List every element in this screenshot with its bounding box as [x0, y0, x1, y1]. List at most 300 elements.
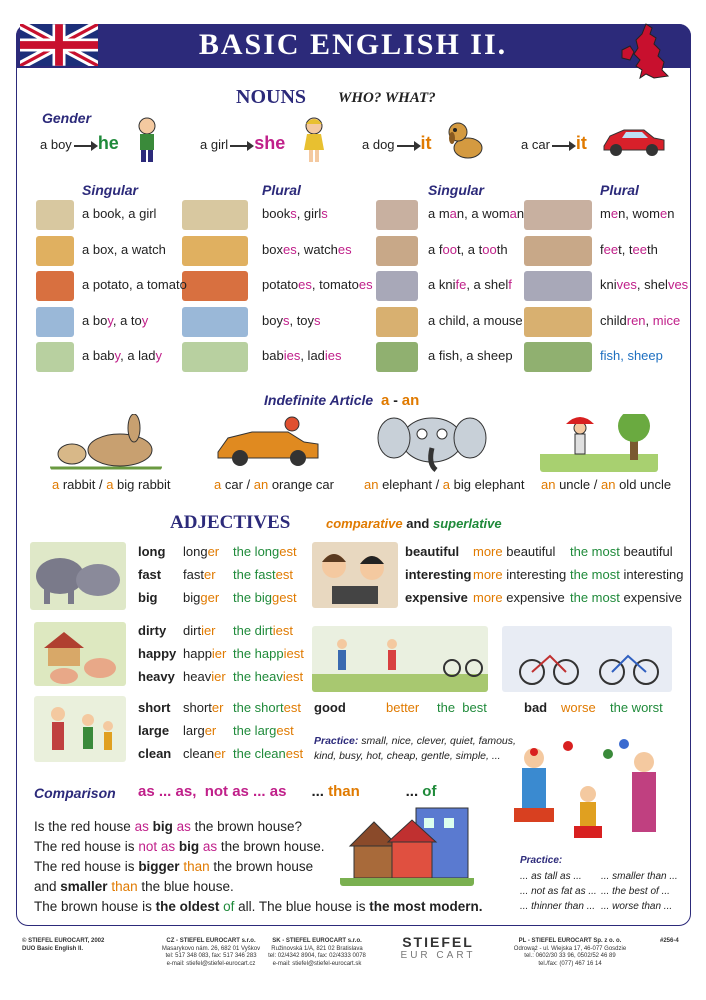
- text-segment: a potato, a tomato: [82, 277, 187, 292]
- adjective-comparative: [183, 723, 216, 738]
- text-segment: a fish, a sheep: [428, 348, 513, 363]
- singular-noun: [428, 206, 524, 221]
- text-segment: es: [282, 241, 297, 257]
- text-segment: ier: [201, 623, 216, 638]
- adjective-comparative: [183, 646, 226, 661]
- elephants-illustration: [30, 542, 126, 610]
- text-segment: s: [290, 206, 297, 221]
- text-segment: interesting: [502, 567, 567, 582]
- adjective-superlative: [233, 590, 297, 605]
- text-segment: potato: [262, 277, 299, 292]
- footer-line: Odrowąż - ul. Wiejska 17, 46-077 Gosdzie: [513, 945, 627, 952]
- segmented-text: [82, 348, 162, 363]
- text-segment: the fast: [233, 567, 276, 582]
- segmented-text: [233, 723, 294, 738]
- text-segment: orange car: [268, 477, 334, 492]
- text-segment: an: [541, 477, 556, 492]
- segmented-text: [233, 746, 303, 761]
- text-segment: interesting: [619, 567, 684, 582]
- text-segment: er: [214, 746, 226, 761]
- footer-copyright: [22, 938, 104, 953]
- orange-car-illustration: [212, 414, 324, 470]
- pattern-of: of: [422, 783, 437, 800]
- text-segment: , tomato: [311, 277, 359, 292]
- singular-noun: [82, 242, 166, 257]
- text-segment: rabbit /: [59, 477, 107, 492]
- segmented-text: [183, 544, 219, 559]
- text-segment: fe: [455, 277, 467, 292]
- text-segment: es: [337, 241, 352, 257]
- adjective-comparative: worse: [561, 700, 596, 715]
- text-segment: old uncle: [615, 477, 672, 492]
- adjective-comparative: [183, 669, 226, 684]
- text-segment: an: [253, 477, 269, 492]
- segmented-text: [233, 544, 297, 559]
- text-segment: est: [279, 544, 297, 559]
- segmented-text: [233, 700, 301, 715]
- text-segment: big rabbit: [113, 477, 171, 492]
- text-segment: oo: [482, 241, 497, 257]
- text-segment: the happ: [233, 646, 284, 661]
- plural-noun: [262, 206, 328, 221]
- text-segment: est: [285, 746, 304, 761]
- singular-picture: [36, 200, 74, 230]
- text-segment: y: [155, 348, 163, 363]
- text-segment: clean: [183, 746, 215, 761]
- text-segment: as: [134, 819, 149, 834]
- text-segment: big: [178, 839, 200, 854]
- article-heading: [264, 392, 419, 409]
- text-segment: ier: [211, 669, 226, 684]
- segmented-text: [600, 348, 663, 363]
- adjective-base: beautiful: [405, 544, 460, 559]
- plural-picture: [524, 307, 592, 337]
- segmented-text: [233, 567, 293, 582]
- article-example: [364, 477, 524, 492]
- article-an: an: [401, 392, 420, 409]
- text-segment: a f: [428, 241, 443, 257]
- text-segment: beautiful: [502, 544, 556, 559]
- plural-noun: [600, 242, 658, 257]
- text-segment: ger: [200, 590, 220, 605]
- practice-item: ... worse than ...: [601, 901, 673, 912]
- segmented-text: [82, 277, 187, 292]
- segmented-text: [541, 477, 671, 492]
- text-segment: ies: [283, 348, 301, 363]
- family-illustration: [34, 696, 126, 762]
- segmented-text: [262, 242, 352, 257]
- plural-picture: [182, 200, 248, 230]
- text-segment: a: [509, 206, 517, 221]
- segmented-text: [600, 206, 674, 221]
- singular-picture: [376, 271, 418, 301]
- text-segment: the most: [570, 567, 620, 582]
- nouns-question: WHO? WHAT?: [338, 90, 436, 106]
- singular-picture: [376, 200, 418, 230]
- plural-noun: [262, 277, 373, 292]
- text-segment: t, a t: [456, 241, 483, 257]
- adjective-base: long: [138, 544, 166, 559]
- text-segment: the most: [570, 590, 620, 605]
- text-segment: and: [34, 879, 61, 894]
- text-segment: child: [600, 312, 627, 328]
- left-singular-header: Singular: [82, 182, 139, 198]
- adjective-comparative: [183, 623, 216, 638]
- footer: [0, 934, 706, 994]
- adjective-base: happy: [138, 646, 177, 661]
- text-segment: er: [203, 567, 216, 582]
- practice-label: Practice:: [314, 735, 359, 747]
- text-segment: expensive: [619, 590, 683, 605]
- singular-noun: [428, 348, 513, 363]
- adjective-base: bad: [524, 700, 548, 715]
- singular-noun: [82, 313, 148, 328]
- comparative-label: comparative: [326, 516, 403, 531]
- footer-line: tel.: 0602/30 33 96, 0502/52 46 89: [524, 953, 616, 959]
- text-segment: The red house is: [34, 839, 139, 854]
- footer-line: e-mail: stiefel@stiefel-eurocart.sk: [272, 960, 362, 967]
- text-segment: beautiful: [619, 544, 673, 559]
- text-segment: kni: [600, 277, 617, 292]
- text-segment: the brown house.: [217, 839, 325, 854]
- adjective-superlative: [233, 623, 293, 638]
- plural-picture: [524, 200, 592, 230]
- text-segment: happ: [183, 646, 212, 661]
- text-segment: ee: [632, 241, 648, 257]
- plural-noun: [600, 348, 663, 363]
- text-segment: ,: [645, 312, 653, 328]
- segmented-text: [428, 242, 508, 257]
- text-segment: t, t: [618, 241, 633, 257]
- gender-boy: [40, 133, 119, 154]
- text-segment: the short: [233, 700, 284, 715]
- text-segment: est: [283, 700, 301, 715]
- text-segment: the larg: [233, 723, 277, 738]
- text-segment: s: [282, 312, 290, 328]
- text-segment: , watch: [296, 241, 338, 257]
- text-segment: , shel: [636, 277, 668, 292]
- adjective-superlative: [233, 746, 303, 761]
- comparison-heading: Comparison: [34, 785, 116, 801]
- text-segment: fast: [183, 567, 204, 582]
- gender-girl: [200, 133, 285, 154]
- gender-noun: a girl: [200, 137, 229, 152]
- adjective-base: large: [138, 723, 170, 738]
- practice-item: ... the best of ...: [601, 886, 670, 897]
- car-illustration: [600, 122, 668, 158]
- text-segment: an: [364, 477, 379, 492]
- practice-item: ... as tall as ...: [520, 871, 582, 882]
- plural-picture: [182, 236, 248, 266]
- singular-picture: [36, 307, 74, 337]
- text-segment: long: [183, 544, 208, 559]
- text-segment: n: [516, 206, 525, 221]
- text-segment: s: [321, 206, 328, 221]
- text-segment: the most modern.: [369, 899, 483, 914]
- footer-line: DUO Basic English II.: [22, 945, 84, 952]
- comparison-sentence: [34, 899, 482, 914]
- adjective-comparative: [473, 590, 565, 605]
- footer-line: © STIEFEL EUROCART, 2002: [22, 938, 105, 944]
- plural-picture: [524, 236, 592, 266]
- text-segment: short: [183, 700, 212, 715]
- text-segment: m: [600, 206, 611, 221]
- plural-picture: [182, 271, 248, 301]
- text-segment: gest: [272, 590, 297, 605]
- text-segment: uncle /: [555, 477, 601, 492]
- footer-line: PL - STIEFEL EUROCART Sp. z o. o.: [518, 938, 622, 944]
- article-a: a: [380, 392, 390, 409]
- gender-noun: a dog: [362, 137, 395, 152]
- adjective-superlative: [233, 723, 294, 738]
- text-segment: a bo: [82, 312, 108, 328]
- plural-picture: [182, 342, 248, 372]
- footer-line: CZ - STIEFEL EUROCART s.r.o.: [166, 938, 256, 944]
- adjective-comparative: [183, 590, 219, 605]
- adjectives-subtitle: [326, 516, 502, 531]
- singular-noun: [82, 277, 187, 292]
- uk-map-icon: [616, 22, 672, 82]
- adjective-superlative: [233, 669, 303, 684]
- text-segment: er: [204, 723, 217, 738]
- text-segment: the oldest: [155, 899, 220, 914]
- text-segment: a bab: [82, 348, 115, 363]
- text-segment: , a lad: [120, 348, 156, 363]
- segmented-text: [428, 277, 512, 292]
- footer-cz: [156, 938, 266, 968]
- adjective-superlative: [233, 567, 293, 582]
- text-segment: elephant /: [378, 477, 443, 492]
- footer-line: tel: 517 348 083, fax: 517 346 283: [165, 953, 257, 959]
- article-example: [541, 477, 671, 492]
- segmented-text: [214, 477, 334, 492]
- logo-bottom: EUR CART: [400, 950, 476, 961]
- adjective-comparative: [183, 746, 226, 761]
- plural-noun: [262, 313, 321, 328]
- adjective-superlative: the worst: [610, 700, 663, 715]
- text-segment: n, wom: [618, 206, 660, 221]
- text-segment: the heav: [233, 669, 283, 684]
- segmented-text: [233, 623, 293, 638]
- plural-noun: [600, 206, 674, 221]
- text-segment: ren: [626, 312, 646, 328]
- segmented-text: [428, 313, 523, 328]
- segmented-text: [428, 206, 524, 221]
- adjective-superlative: [233, 700, 301, 715]
- text-segment: expensive: [502, 590, 565, 605]
- text-segment: big: [183, 590, 201, 605]
- text-segment: more: [473, 590, 503, 605]
- singular-picture: [376, 342, 418, 372]
- gender-dog: [362, 133, 432, 154]
- text-segment: er: [211, 700, 224, 715]
- pattern-dots: ...: [405, 783, 423, 800]
- text-segment: bigger: [138, 859, 180, 874]
- adjective-superlative: [570, 590, 682, 605]
- gender-noun: a boy: [40, 137, 72, 152]
- comparison-sentence: [34, 839, 324, 854]
- plural-noun: [262, 242, 352, 257]
- text-segment: f: [600, 241, 604, 257]
- text-segment: iest: [282, 669, 304, 684]
- text-segment: than: [111, 879, 138, 894]
- text-segment: , toy: [289, 312, 315, 328]
- elephant-illustration: [376, 414, 488, 472]
- gender-car: [521, 133, 587, 154]
- pattern-not-as: not as ... as: [204, 783, 287, 800]
- text-segment: the brown house: [209, 859, 314, 874]
- text-segment: y: [107, 312, 113, 328]
- singular-picture: [376, 236, 418, 266]
- singular-noun: [82, 348, 162, 363]
- adjective-base: good: [314, 700, 346, 715]
- text-segment: the most: [570, 544, 620, 559]
- text-segment: a kni: [428, 277, 456, 292]
- text-segment: ies: [324, 348, 342, 363]
- text-segment: the clean: [233, 746, 286, 761]
- singular-picture: [376, 307, 418, 337]
- singular-noun: [428, 313, 523, 328]
- adjective-base: fast: [138, 567, 162, 582]
- plural-picture: [524, 342, 592, 372]
- text-segment: The red house is: [34, 859, 139, 874]
- women-illustration: [312, 542, 398, 608]
- text-segment: , a shel: [466, 277, 509, 292]
- text-segment: a: [214, 477, 222, 492]
- segmented-text: [262, 313, 321, 328]
- right-plural-header: Plural: [600, 182, 639, 198]
- segmented-text: [364, 477, 524, 492]
- text-segment: than: [183, 859, 210, 874]
- adjective-comparative: [473, 567, 566, 582]
- comparison-sentence: [34, 879, 234, 894]
- segmented-text: [262, 277, 373, 292]
- text-segment: er: [207, 544, 220, 559]
- text-segment: larg: [183, 723, 205, 738]
- singular-picture: [36, 271, 74, 301]
- adjective-comparative: [183, 700, 223, 715]
- comparison-sentence: [34, 819, 302, 834]
- text-segment: not as: [138, 839, 176, 854]
- pattern-dots: ...: [311, 783, 329, 800]
- segmented-text: [183, 590, 219, 605]
- comparison-sentence: [34, 859, 313, 874]
- text-segment: ier: [211, 646, 227, 661]
- dog-illustration: [444, 118, 486, 162]
- adjective-superlative: [233, 544, 297, 559]
- text-segment: the big: [233, 590, 273, 605]
- segmented-text: [600, 277, 688, 292]
- pattern-as-as: as ... as,: [138, 783, 197, 800]
- plural-noun: [600, 277, 688, 292]
- houses-illustration: [340, 802, 474, 886]
- nouns-heading: NOUNS: [236, 86, 307, 108]
- text-segment: s: [314, 312, 321, 328]
- text-segment: as: [202, 839, 218, 854]
- text-segment: ves: [667, 277, 689, 292]
- practice-item: ... not as fat as ...: [520, 886, 597, 897]
- text-segment: e: [610, 206, 619, 221]
- footer-line: e-mail: stiefel@stiefel-eurocart.cz: [166, 960, 256, 967]
- text-segment: fish, sheep: [600, 348, 663, 363]
- arrow-icon: [397, 145, 419, 147]
- singular-picture: [36, 342, 74, 372]
- segmented-text: [262, 206, 328, 221]
- boy-illustration: [132, 116, 162, 164]
- adjective-base: expensive: [405, 590, 468, 605]
- segmented-text: [233, 669, 303, 684]
- text-segment: es: [298, 277, 312, 292]
- superlative-label: superlative: [432, 516, 502, 531]
- segmented-text: [262, 348, 342, 363]
- segmented-text: [233, 646, 304, 661]
- footer-sk: [262, 938, 372, 968]
- uncle-illustration: [540, 414, 658, 472]
- text-segment: bab: [262, 348, 284, 363]
- segmented-text: [600, 242, 658, 257]
- singular-noun: [82, 206, 156, 221]
- text-segment: e: [659, 206, 668, 221]
- adjective-superlative: [570, 567, 683, 582]
- segmented-text: [183, 646, 226, 661]
- text-segment: big: [152, 819, 173, 834]
- segmented-text: [183, 669, 226, 684]
- text-segment: est: [276, 723, 294, 738]
- text-segment: dirt: [183, 623, 202, 638]
- plural-noun: [600, 313, 680, 328]
- singular-noun: [428, 242, 508, 257]
- text-segment: boy: [262, 312, 283, 328]
- text-segment: iest: [283, 646, 304, 661]
- adjective-superlative: the best: [437, 700, 487, 715]
- gender-noun: a car: [521, 137, 550, 152]
- gender-label: Gender: [42, 110, 92, 126]
- text-segment: the brown house?: [190, 819, 302, 834]
- page-title: BASIC ENGLISH II.: [198, 28, 508, 61]
- text-segment: ee: [603, 241, 619, 257]
- adjective-comparative: better: [386, 700, 420, 715]
- text-segment: f: [508, 277, 512, 292]
- footer-line: tel: 02/4342 8904, fax: 02/4333 0078: [268, 953, 366, 959]
- text-segment: a m: [428, 206, 450, 221]
- text-segment: the blue house.: [137, 879, 234, 894]
- arrow-icon: [74, 145, 96, 147]
- text-segment: , girl: [296, 206, 322, 221]
- segmented-text: [82, 206, 156, 221]
- text-segment: an: [601, 477, 616, 492]
- text-segment: oo: [442, 241, 457, 257]
- text-segment: a: [52, 477, 60, 492]
- pigs-illustration: [34, 622, 126, 686]
- text-segment: iest: [272, 623, 293, 638]
- text-segment: a: [449, 206, 457, 221]
- singular-noun: [428, 277, 512, 292]
- text-segment: n, a wom: [456, 206, 510, 221]
- stiefel-logo: [380, 934, 496, 961]
- plural-picture: [182, 307, 248, 337]
- text-segment: of: [223, 899, 235, 914]
- text-segment: , a to: [112, 312, 142, 328]
- text-segment: a: [442, 477, 451, 492]
- text-segment: mice: [652, 312, 681, 328]
- text-segment: a child, a mouse: [428, 312, 523, 328]
- adjective-base: heavy: [138, 669, 175, 684]
- article-example: [214, 477, 334, 492]
- girl-illustration: [300, 116, 328, 164]
- footer-line: tel./fax: (077) 467 16 14: [538, 960, 602, 967]
- text-segment: es: [358, 277, 373, 292]
- footer-code: #256-4: [660, 938, 679, 944]
